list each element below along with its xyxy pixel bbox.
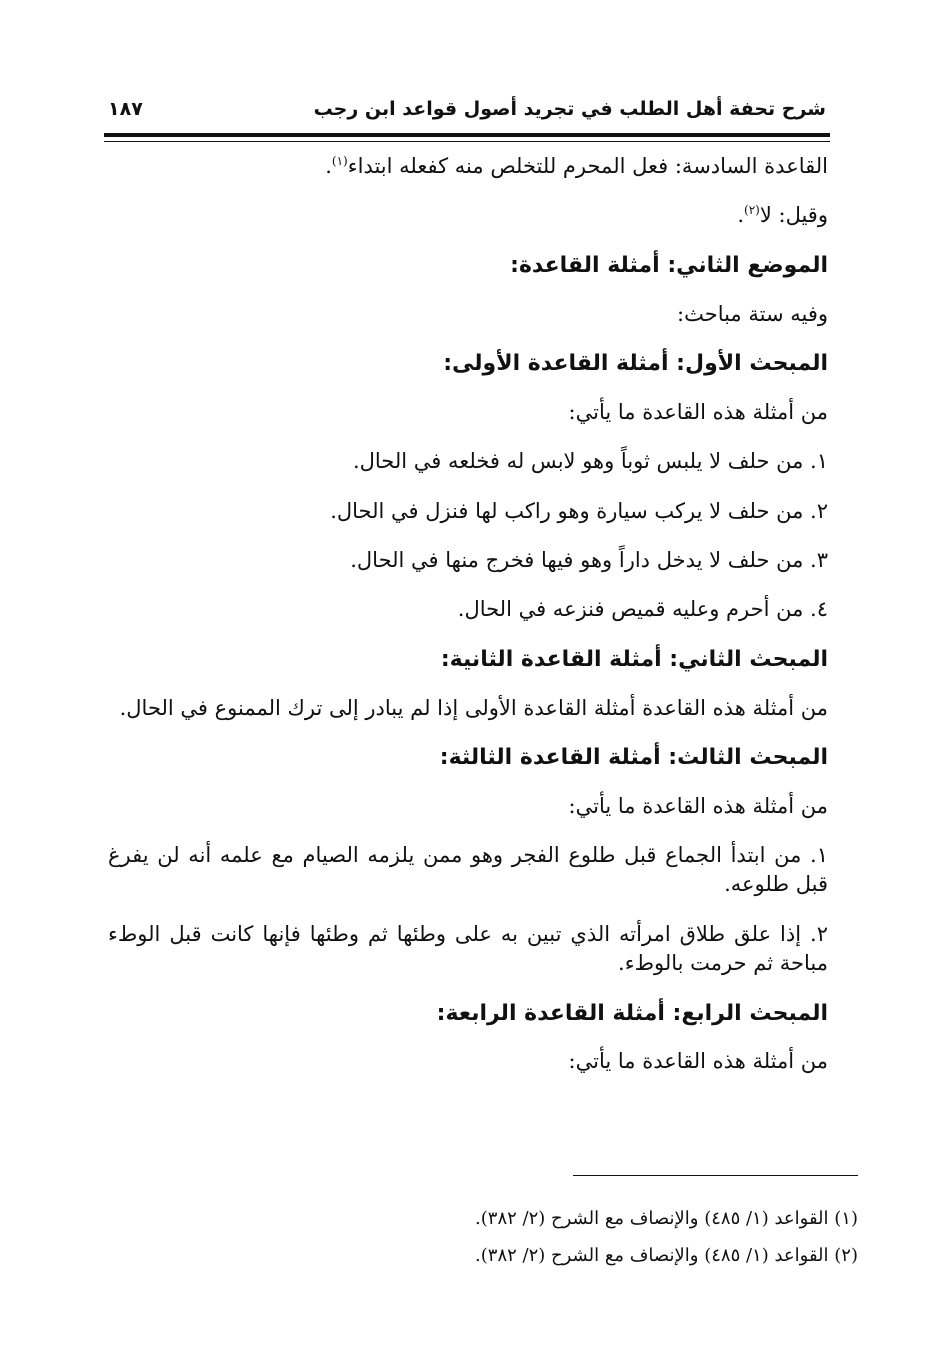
footnotes <box>138 1205 858 1279</box>
footnote-ref: (١) <box>331 154 348 168</box>
body-line: وفيه ستة مباحث: <box>677 301 828 326</box>
body-line: من أمثلة هذه القاعدة أمثلة القاعدة الأولى إذا لم يبادر إلى ترك الممنوع في الحال. <box>119 695 828 720</box>
body-line: القاعدة السادسة: فعل المحرم للتخلص منه كفعله ابتداء$^{(١)}$. <box>325 154 828 178</box>
section-heading: المبحث الأول: أمثلة القاعدة الأولى: <box>443 350 828 376</box>
footnote: (٢) القواعد (١/ ٤٨٥) والإنصاف مع الشرح (٢/ ٣٨٢). <box>475 1245 858 1266</box>
body-line: وقيل: لا$^{(٢)}$. <box>737 203 828 228</box>
list-item: ٢. من حلف لا يركب سيارة وهو راكب لها فنزل في الحال. <box>330 498 828 523</box>
body-line: من أمثلة هذه القاعدة ما يأتي: <box>568 793 828 818</box>
footnote-ref: (٢) <box>744 203 760 218</box>
footnote-separator <box>573 1175 858 1176</box>
body-line: من أمثلة هذه القاعدة ما يأتي: <box>568 1049 828 1074</box>
header-rule-thin <box>104 141 830 142</box>
body-text <box>108 152 828 1097</box>
list-item: ٣. من حلف لا يدخل داراً وهو فيها فخرج منها في الحال. <box>350 547 828 572</box>
section-heading: المبحث الثالث: أمثلة القاعدة الثالثة: <box>439 744 828 770</box>
section-heading: المبحث الثاني: أمثلة القاعدة الثانية: <box>440 646 828 672</box>
page-number: ١٨٧ <box>108 98 143 120</box>
footnote: (١) القواعد (١/ ٤٨٥) والإنصاف مع الشرح (٢/ ٣٨٢). <box>475 1208 858 1229</box>
section-heading: المبحث الرابع: أمثلة القاعدة الرابعة: <box>436 1000 828 1026</box>
page-header <box>108 98 826 128</box>
list-item: ٤. من أحرم وعليه قميص فنزعه في الحال. <box>457 597 828 622</box>
section-heading: الموضع الثاني: أمثلة القاعدة: <box>510 252 828 278</box>
header-rule-thick <box>104 133 830 137</box>
list-item: ١. من ابتدأ الجماع قبل طلوع الفجر وهو ممن يلزمه الصيام مع علمه أنه لن يفرغ قبل طلوعه. <box>108 843 828 897</box>
running-title: شرح تحفة أهل الطلب في تجريد أصول قواعد ابن رجب <box>313 98 826 120</box>
list-item: ٢. إذا علق طلاق امرأته الذي تبين به على وطئها ثم وطئها فإنها كانت قبل الوطء مباحة ثم حرمت بالوطء. <box>108 921 828 976</box>
list-item: ١. من حلف لا يلبس ثوباً وهو لابس له فخلعه في الحال. <box>352 449 828 474</box>
body-line: من أمثلة هذه القاعدة ما يأتي: <box>568 399 828 424</box>
